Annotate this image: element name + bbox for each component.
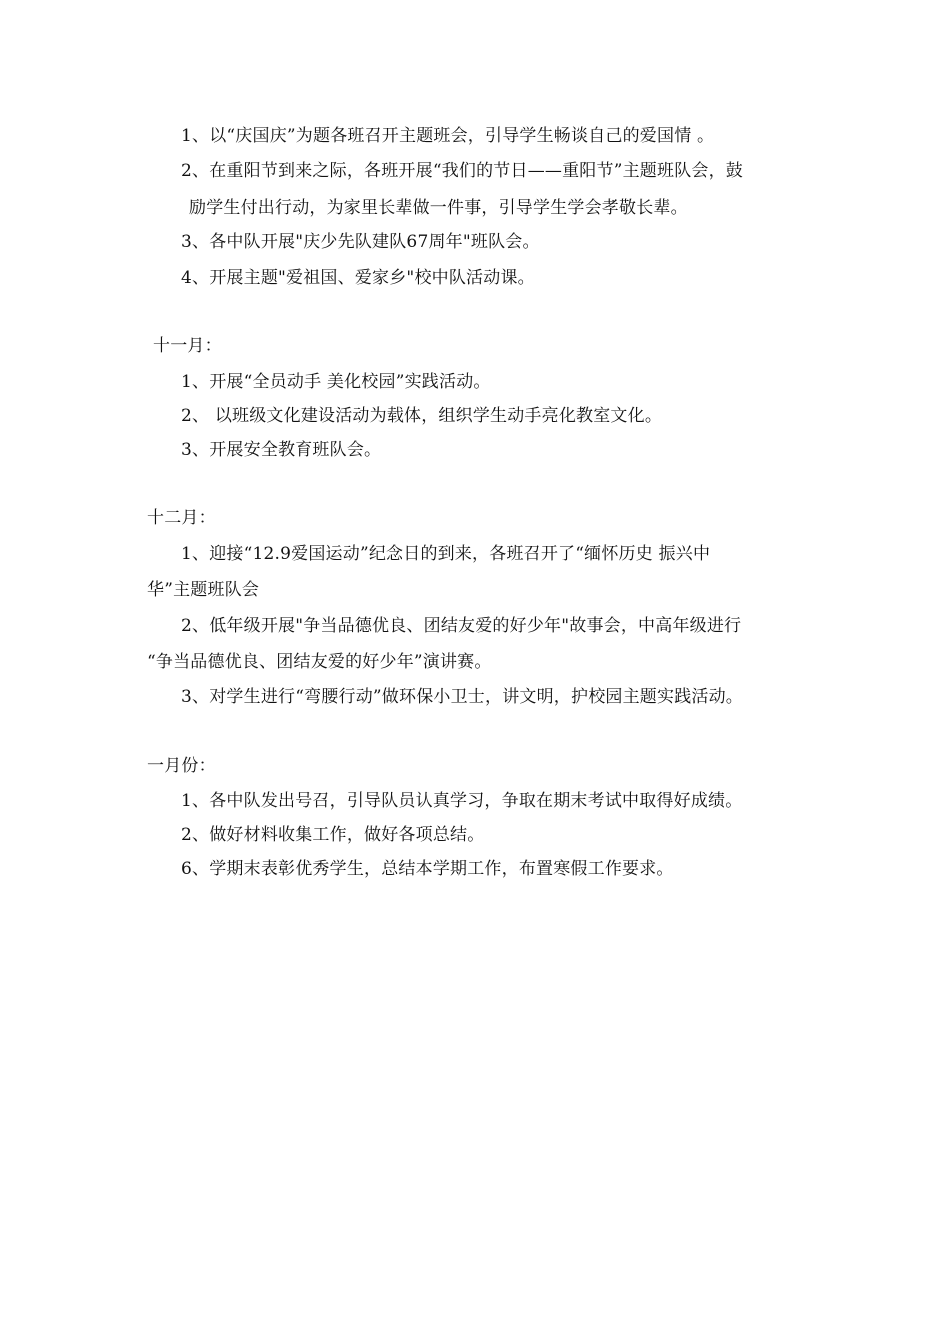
october-item-4: 4、开展主题"爱祖国、爱家乡"校中队活动课。 <box>181 268 535 288</box>
january-heading: 一月份： <box>147 756 216 776</box>
november-item-2: 2、 以班级文化建设活动为载体，组织学生动手亮化教室文化。 <box>181 406 663 426</box>
december-item-1: 1、迎接“12.9爱国运动”纪念日的到来，各班召开了“缅怀历史 振兴中 <box>181 544 711 564</box>
october-item-2-continued: 励学生付出行动，为家里长辈做一件事，引导学生学会孝敬长辈。 <box>189 198 688 218</box>
january-item-1: 1、各中队发出号召，引导队员认真学习，争取在期末考试中取得好成绩。 <box>181 791 743 811</box>
december-item-2-continued: “争当品德优良、团结友爱的好少年”演讲赛。 <box>147 652 492 672</box>
november-item-1: 1、开展“全员动手 美化校园”实践活动。 <box>181 372 491 392</box>
january-item-3: 6、学期末表彰优秀学生，总结本学期工作，布置寒假工作要求。 <box>181 859 674 879</box>
january-item-2: 2、做好材料收集工作，做好各项总结。 <box>181 825 485 845</box>
december-item-2: 2、低年级开展"争当品德优良、团结友爱的好少年"故事会，中高年级进行 <box>181 616 742 636</box>
october-item-3: 3、各中队开展"庆少先队建队67周年"班队会。 <box>181 232 540 252</box>
december-item-1-continued: 华”主题班队会 <box>147 580 260 600</box>
december-heading: 十二月： <box>147 508 216 528</box>
october-item-2: 2、在重阳节到来之际，各班开展“我们的节日——重阳节”主题班队会，鼓 <box>181 161 743 181</box>
october-item-1: 1、以“庆国庆”为题各班召开主题班会，引导学生畅谈自己的爱国情 。 <box>181 126 715 146</box>
december-item-3: 3、对学生进行“弯腰行动”做环保小卫士，讲文明，护校园主题实践活动。 <box>181 687 743 707</box>
november-heading: 十一月： <box>153 336 222 356</box>
november-item-3: 3、开展安全教育班队会。 <box>181 440 382 460</box>
